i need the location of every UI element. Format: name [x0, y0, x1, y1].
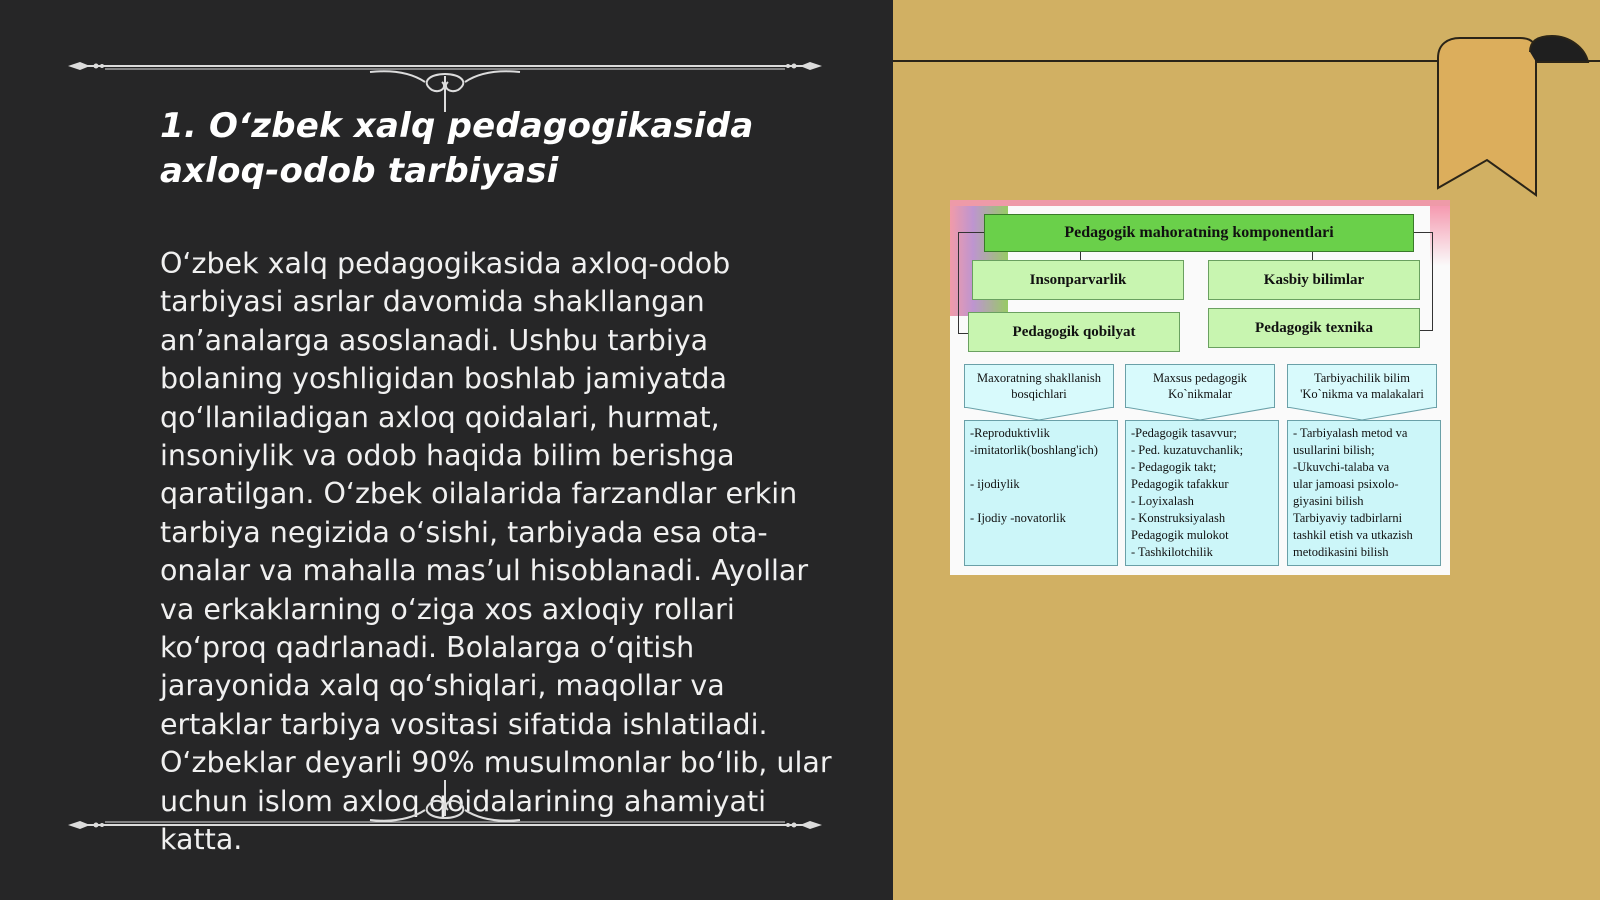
- connector-line: [958, 333, 968, 334]
- connector-line: [1414, 232, 1432, 233]
- column-list-educator-skills: - Tarbiyalash metod va usullarini bilish; -Ukuvchi-talaba va ular jamoasi psixolo- giyasini bilish Tarbiyaviy tadbirlarni tashkil etish va utkazish metodikasini bilish: [1287, 420, 1441, 566]
- slide-body-text: O‘zbek xalq pedagogikasida axloq-odob tarbiyasi asrlar davomida shakllangan an’analarga asoslanadi. Ushbu tarbiya bolaning yoshligidan boshlab jamiyatda qo‘llaniladigan axloq qoidalari, hurmat, insoniylik va odob haqida bilim berishga qaratilgan. O‘zbek oilalarida farzandlar erkin tarbiya negizida o‘sishi, tarbiyada esa ota-onalar va mahalla mas’ul hisoblanadi. Ayollar va erkaklarning o‘ziga xos axloqiy rollari ko‘proq qadrlanadi. Bolalarga o‘qitish jarayonida xalq qo‘shiqlari, maqollar va ertaklar tarbiya vositasi sifatida ishlatiladi. O‘zbeklar deyarli 90% musulmonlar bo‘lib, ular uchun islom axloq qoidalarining ahamiyati katta.: [160, 247, 832, 857]
- bookmark-ribbon-icon: [1430, 30, 1600, 200]
- bottom-ornament-divider: [60, 800, 830, 850]
- column-list-special-skills: -Pedagogik tasavvur; - Ped. kuzatuvchanlik; - Pedagogik takt; Pedagogik tafakkur - Loyixalash - Konstruksiyalash Pedagogik mulokot - Tashkilotchilik: [1125, 420, 1279, 566]
- top-ornament-divider: [60, 42, 830, 92]
- connector-line: [1418, 330, 1433, 331]
- connector-line: [958, 232, 986, 233]
- connector-line: [958, 232, 959, 334]
- component-pedagogical-technique: Pedagogik texnika: [1208, 308, 1420, 348]
- component-professional-knowledge: Kasbiy bilimlar: [1208, 260, 1420, 300]
- diagram-decor-stripe: [1430, 206, 1450, 266]
- column-heading-special-skills: Maxsus pedagogik Ko`nikmalar: [1125, 364, 1275, 408]
- column-list-stages: -Reproduktivlik -imitatorlik(boshlang'ich) - ijodiylik - Ijodiy -novatorlik: [964, 420, 1118, 566]
- pedagogical-skills-diagram: [950, 200, 1450, 575]
- component-humanism: Insonparvarlik: [972, 260, 1184, 300]
- slide-title: 1. O‘zbek xalq pedagogikasida axloq-odob tarbiyasi: [160, 106, 754, 191]
- column-heading-stages: Maxoratning shakllanish bosqichlari: [964, 364, 1114, 408]
- connector-line: [1080, 252, 1081, 260]
- column-heading-educator-skills: Tarbiyachilik bilim 'Ko`nikma va malakalari: [1287, 364, 1437, 408]
- connector-line: [1312, 252, 1313, 260]
- column-arrows: [964, 407, 1440, 421]
- connector-line: [1432, 232, 1433, 330]
- component-pedagogical-ability: Pedagogik qobilyat: [968, 312, 1180, 352]
- diagram-header: Pedagogik mahoratning komponentlari: [984, 214, 1414, 252]
